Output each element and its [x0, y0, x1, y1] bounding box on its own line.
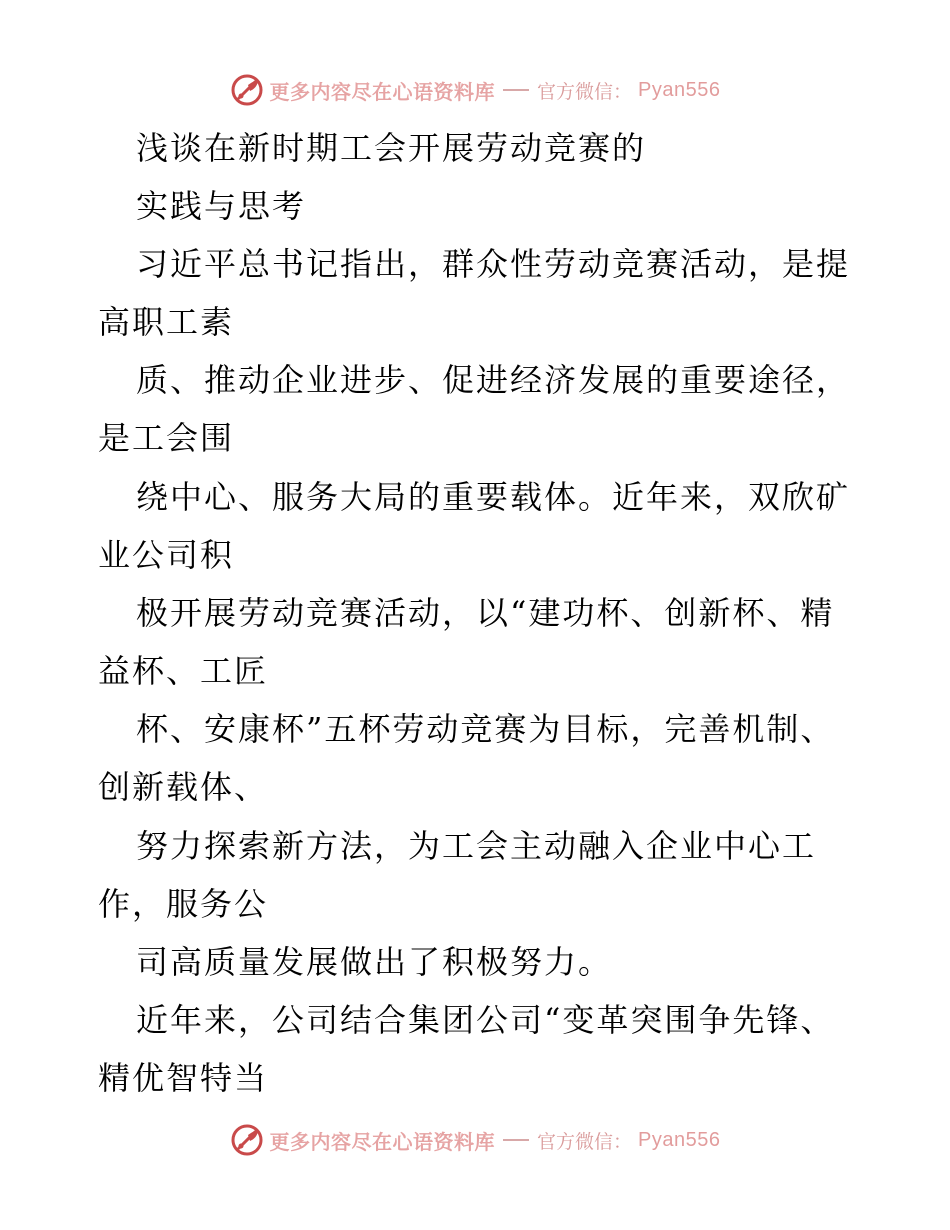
document-title-line-2: 实践与思考 — [136, 187, 307, 225]
paragraph-line: 习近平总书记指出，群众性劳动竞赛活动，是提 — [136, 245, 851, 283]
watermark-dash — [503, 1139, 529, 1141]
watermark-brand: 更多内容尽在心语资料库 — [269, 79, 495, 104]
watermark-dash — [503, 89, 529, 91]
paragraph-line: 近年来，公司结合集团公司“变革突围争先锋、 — [136, 1001, 835, 1039]
header-watermark — [0, 70, 950, 110]
paragraph-line: 杯、安康杯”五杯劳动竞赛为目标，完善机制、 — [136, 710, 835, 748]
watermark-brand: 更多内容尽在心语资料库 — [269, 1129, 495, 1154]
paragraph-line: 益杯、工匠 — [98, 652, 269, 690]
quill-seal-icon — [230, 73, 264, 107]
paragraph-line: 努力探索新方法，为工会主动融入企业中心工 — [136, 827, 817, 865]
paragraph-line: 是工会围 — [98, 419, 235, 457]
paragraph-line: 极开展劳动竞赛活动，以“建功杯、创新杯、精 — [136, 594, 835, 632]
watermark-wechat-id: Pyan556 — [638, 78, 721, 101]
footer-watermark — [0, 1120, 950, 1160]
watermark-wechat-label: 官方微信： — [537, 1130, 633, 1153]
paragraph-line: 创新载体、 — [98, 768, 269, 806]
paragraph-line: 精优智特当 — [98, 1059, 269, 1097]
watermark-wechat-label: 官方微信： — [537, 80, 633, 103]
paragraph-line: 高职工素 — [98, 303, 235, 341]
paragraph-line: 绕中心、服务大局的重要载体。近年来，双欣矿 — [136, 478, 851, 516]
document-title-line-1: 浅谈在新时期工会开展劳动竞赛的 — [136, 129, 647, 167]
paragraph-line: 司高质量发展做出了积极努力。 — [136, 943, 613, 981]
quill-seal-icon — [230, 1123, 264, 1157]
paragraph-line: 作，服务公 — [98, 885, 269, 923]
paragraph-line: 业公司积 — [98, 536, 235, 574]
paragraph-line: 质、推动企业进步、促进经济发展的重要途径， — [136, 361, 851, 399]
watermark-wechat-id: Pyan556 — [638, 1128, 721, 1151]
